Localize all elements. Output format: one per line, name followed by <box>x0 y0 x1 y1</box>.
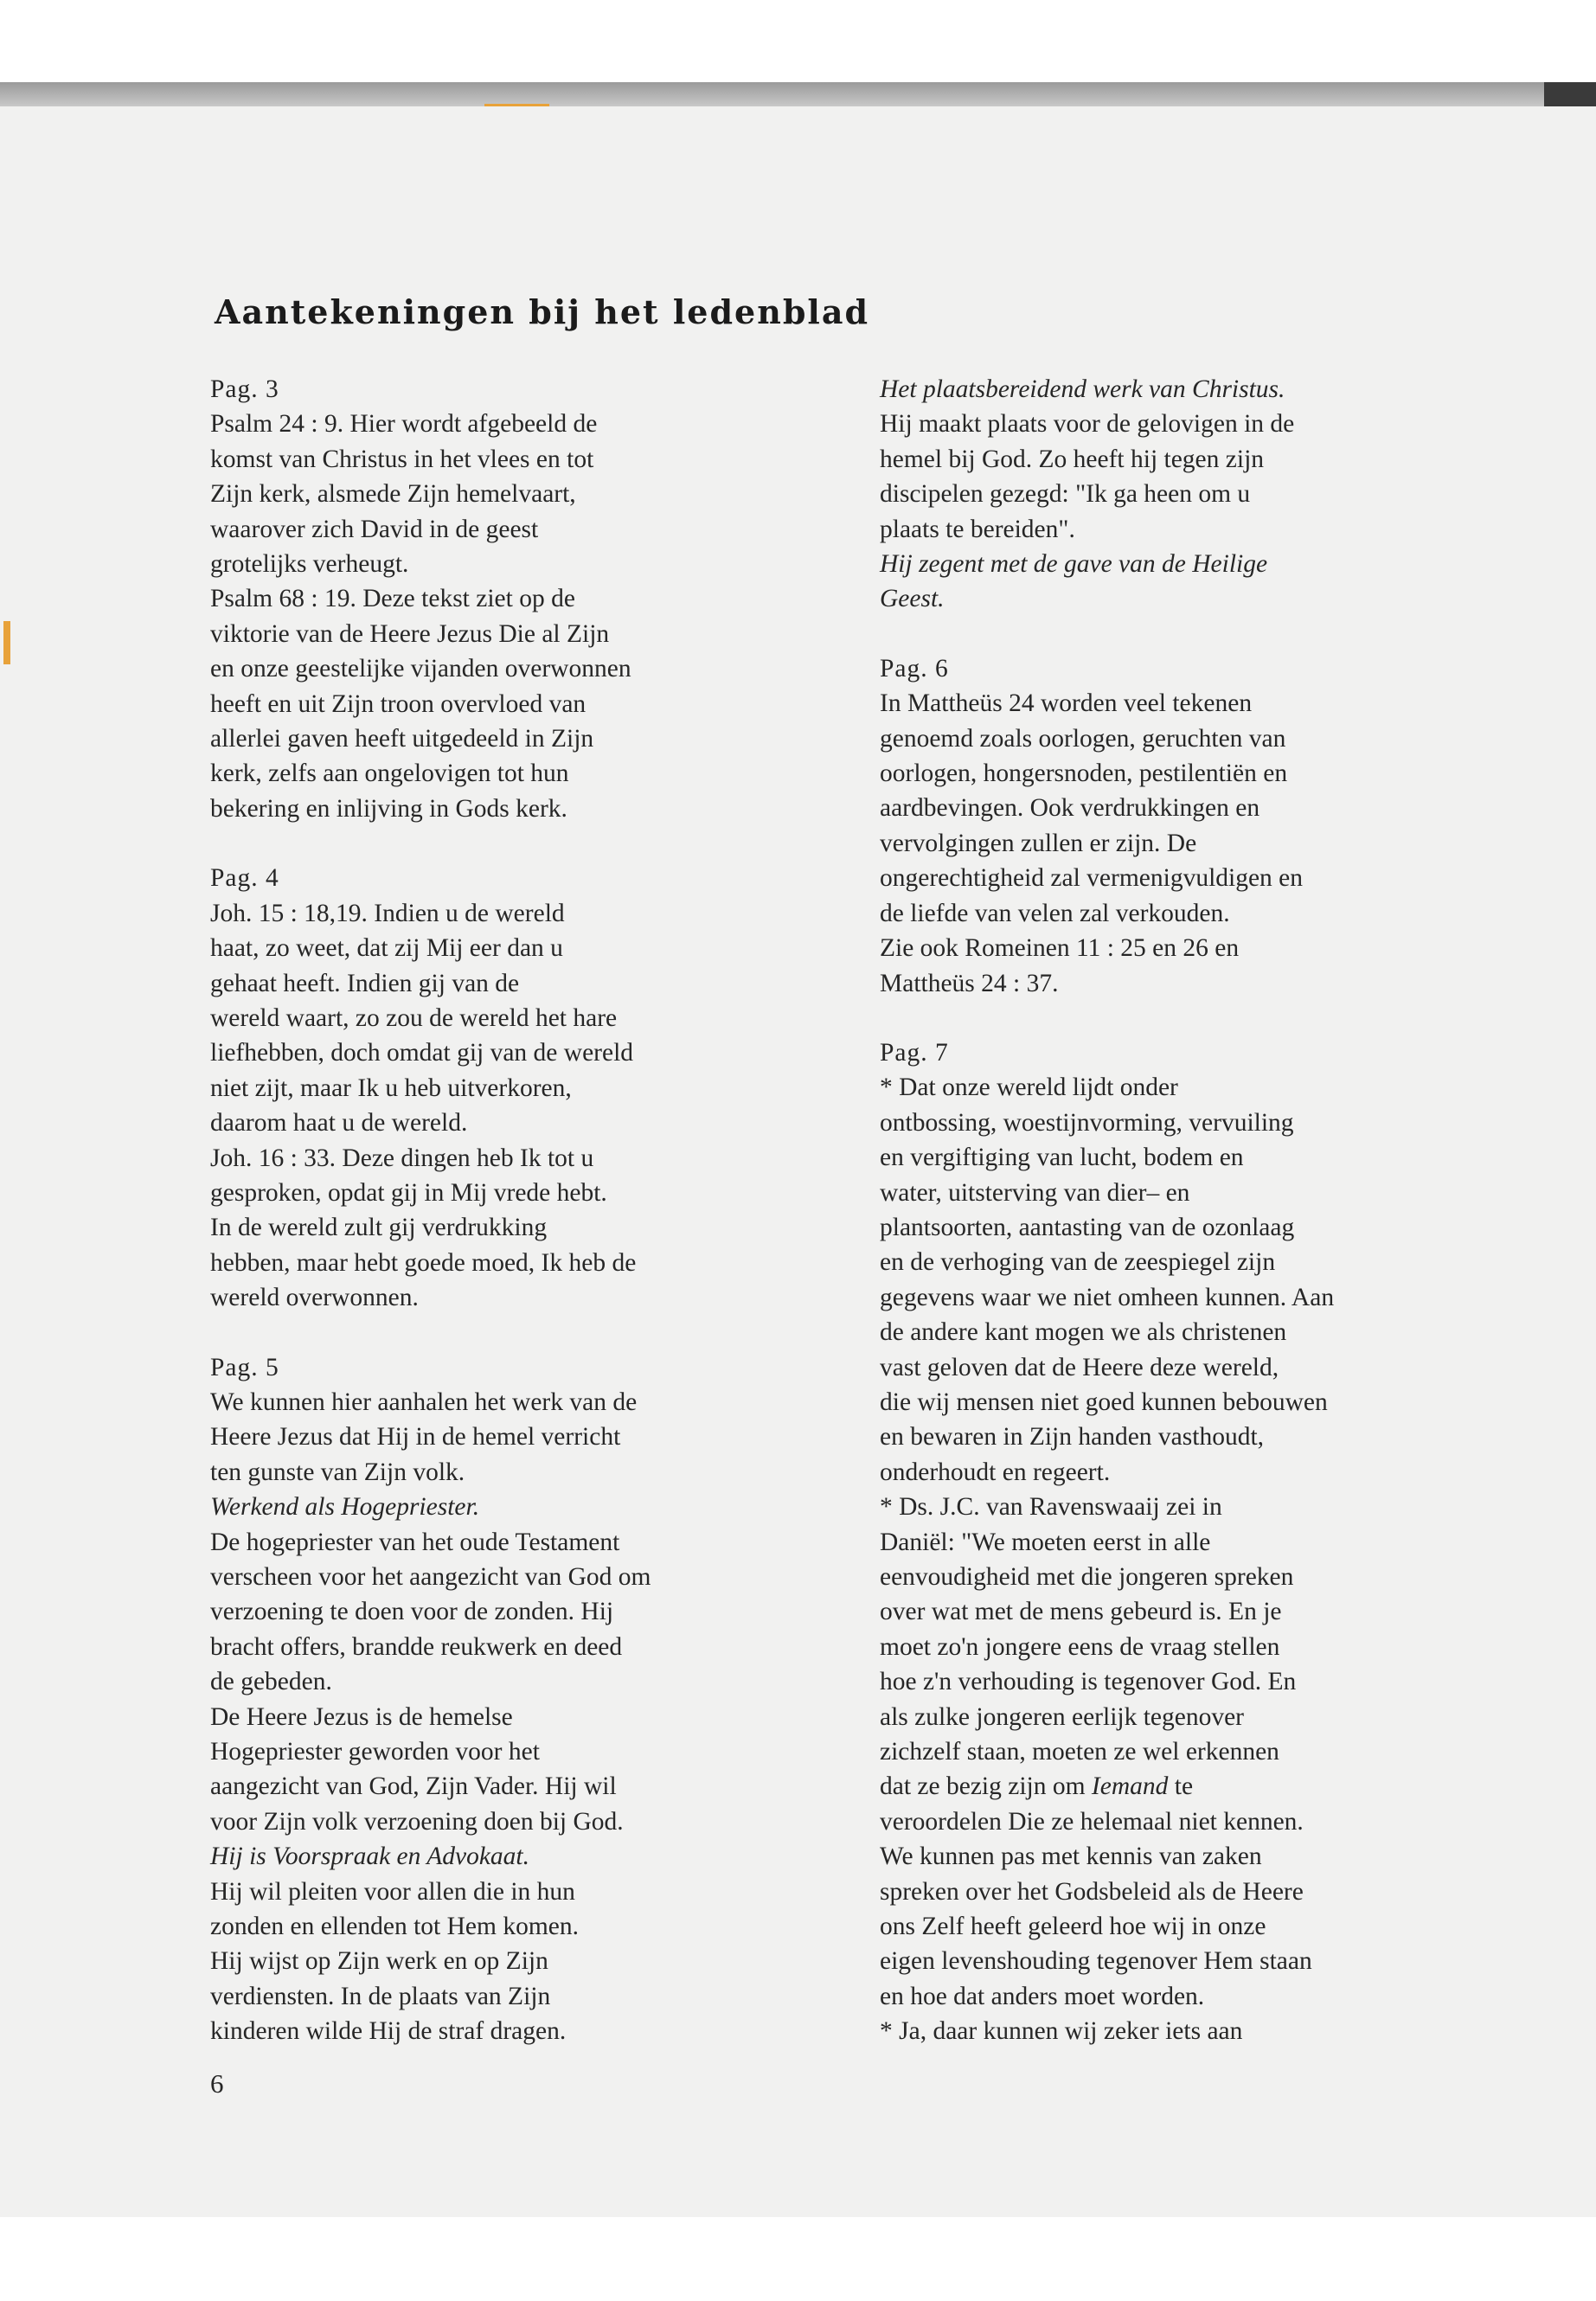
text-line: moet zo'n jongere eens de vraag stellen <box>880 1632 1280 1661</box>
text-line: viktorie van de Heere Jezus Die al Zijn <box>210 619 610 648</box>
text-line: over wat met de mens gebeurd is. En je <box>880 1598 1282 1626</box>
text-line: kinderen wilde Hij de straf dragen. <box>210 2017 567 2046</box>
text-line: * Ja, daar kunnen wij zeker iets aan <box>880 2017 1243 2046</box>
section-heading: Pag. 5 <box>210 1353 279 1381</box>
text-line: Joh. 15 : 18,19. Indien u de wereld <box>210 899 565 927</box>
text-line: komst van Christus in het vlees en tot <box>210 445 594 473</box>
text-line: gesproken, opdat gij in Mij vrede hebt. <box>210 1178 607 1207</box>
text-line: wereld overwonnen. <box>210 1284 419 1312</box>
text-line: Hogepriester geworden voor het <box>210 1738 540 1766</box>
text-line: haat, zo weet, dat zij Mij eer dan u <box>210 934 563 963</box>
text-fragment: te <box>1168 1772 1194 1801</box>
text-line: als zulke jongeren eerlijk tegenover <box>880 1702 1245 1731</box>
text-line: Zie ook Romeinen 11 : 25 en 26 en <box>880 934 1240 963</box>
text-line: eenvoudigheid met die jongeren spreken <box>880 1563 1294 1591</box>
section-heading: Pag. 7 <box>880 1038 949 1067</box>
text-line: In Mattheüs 24 worden veel tekenen <box>880 689 1253 718</box>
text-line: de andere kant mogen we als christenen <box>880 1318 1287 1347</box>
text-line: en de verhoging van de zeespiegel zijn <box>880 1248 1276 1277</box>
scan-top-edge-dark <box>1544 82 1596 106</box>
text-line: Hij maakt plaats voor de gelovigen in de <box>880 410 1295 439</box>
text-line: plaats te bereiden". <box>880 515 1075 543</box>
text-line: zonden en ellenden tot Hem komen. <box>210 1913 579 1941</box>
text-line: oorlogen, hongersnoden, pestilentiën en <box>880 760 1288 788</box>
text-line: de gebeden. <box>210 1668 332 1696</box>
text-line: de liefde van velen zal verkouden. <box>880 899 1230 927</box>
text-line: ten gunste van Zijn volk. <box>210 1458 465 1486</box>
text-line: spreken over het Godsbeleid als de Heere <box>880 1877 1304 1906</box>
text-line: genoemd zoals oorlogen, geruchten van <box>880 724 1286 753</box>
section-intro <box>880 372 1334 617</box>
text-line: plantsoorten, aantasting van de ozonlaag <box>880 1213 1295 1241</box>
text-line: en hoe dat anders moet worden. <box>880 1982 1205 2010</box>
text-line: ons Zelf heeft geleerd hoe wij in onze <box>880 1913 1266 1941</box>
right-column <box>880 372 1334 2084</box>
italic-subheading: Hij zegent met de gave van de Heilige <box>880 550 1268 579</box>
text-line: bracht offers, brandde reukwerk en deed <box>210 1632 623 1661</box>
section-pag-3 <box>210 372 651 826</box>
text-line: In de wereld zult gij verdrukking <box>210 1214 548 1242</box>
text-line: niet zijt, maar Ik u heb uitverkoren, <box>210 1074 572 1102</box>
text-line: waarover zich David in de geest <box>210 515 539 543</box>
text-line: aangezicht van God, Zijn Vader. Hij wil <box>210 1772 617 1801</box>
text-line: heeft en uit Zijn troon overvloed van <box>210 689 586 718</box>
text-line: voor Zijn volk verzoening doen bij God. <box>210 1807 624 1836</box>
text-line: wereld waart, zo zou de wereld het hare <box>210 1003 618 1032</box>
text-line: allerlei gaven heeft uitgedeeld in Zijn <box>210 725 594 753</box>
section-pag-6 <box>880 651 1334 1001</box>
text-line: en vergiftiging van lucht, bodem en <box>880 1144 1244 1172</box>
italic-word: Iemand <box>1091 1772 1169 1801</box>
text-line: daarom haat u de wereld. <box>210 1109 468 1138</box>
section-heading: Pag. 3 <box>210 375 279 403</box>
text-line: De hogepriester van het oude Testament <box>210 1528 620 1556</box>
scan-top-edge <box>0 82 1596 106</box>
page-title: Aantekeningen bij het ledenblad <box>215 292 870 331</box>
text-line: die wij mensen niet goed kunnen bebouwen <box>880 1388 1328 1416</box>
text-line: vervolgingen zullen er zijn. De <box>880 829 1197 857</box>
text-line: Joh. 16 : 33. Deze dingen heb Ik tot u <box>210 1144 594 1172</box>
italic-subheading: Geest. <box>880 585 945 613</box>
text-line: gegevens waar we niet omheen kunnen. Aan <box>880 1283 1335 1311</box>
text-line: ongerechtigheid zal vermenigvuldigen en <box>880 864 1304 893</box>
left-column <box>210 372 651 2084</box>
text-line: discipelen gezegd: "Ik ga heen om u <box>880 480 1251 509</box>
section-heading: Pag. 6 <box>880 654 949 683</box>
text-line: gehaat heeft. Indien gij van de <box>210 969 520 997</box>
text-line: Hij wijst op Zijn werk en op Zijn <box>210 1947 548 1976</box>
text-line: grotelijks verheugt. <box>210 550 409 579</box>
text-line: liefhebben, doch omdat gij van de wereld <box>210 1039 634 1067</box>
text-line: Daniël: "We moeten eerst in alle <box>880 1528 1211 1556</box>
text-line-iemand <box>880 1769 1334 1804</box>
scan-edge-mark <box>3 621 10 664</box>
section-pag-7 <box>880 1035 1334 2049</box>
text-line: hebben, maar hebt goede moed, Ik heb de <box>210 1248 637 1277</box>
text-line: water, uitsterving van dier– en <box>880 1178 1190 1207</box>
text-line: kerk, zelfs aan ongelovigen tot hun <box>210 760 569 788</box>
text-line: hemel bij God. Zo heeft hij tegen zijn <box>880 445 1265 473</box>
text-line: * Dat onze wereld lijdt onder <box>880 1074 1178 1102</box>
text-line: We kunnen hier aanhalen het werk van de <box>210 1388 638 1416</box>
text-line: verscheen voor het aangezicht van God om <box>210 1563 651 1591</box>
text-line: Heere Jezus dat Hij in de hemel verricht <box>210 1423 621 1452</box>
text-line: aardbevingen. Ook verdrukkingen en <box>880 794 1260 823</box>
text-line: vast geloven dat de Heere deze wereld, <box>880 1353 1279 1381</box>
italic-subheading: Hij is Voorspraak en Advokaat. <box>210 1843 529 1871</box>
text-line: Zijn kerk, alsmede Zijn hemelvaart, <box>210 480 576 509</box>
text-line: We kunnen pas met kennis van zaken <box>880 1843 1262 1871</box>
text-line: Mattheüs 24 : 37. <box>880 969 1059 997</box>
section-pag-4 <box>210 861 651 1315</box>
page-number: 6 <box>210 2068 224 2099</box>
italic-subheading: Werkend als Hogepriester. <box>210 1493 480 1522</box>
italic-subheading: Het plaatsbereidend werk van Christus. <box>880 375 1285 403</box>
text-line: veroordelen Die ze helemaal niet kennen. <box>880 1807 1304 1836</box>
text-line: verzoening te doen voor de zonden. Hij <box>210 1598 614 1626</box>
section-heading: Pag. 4 <box>210 864 279 893</box>
text-line: hoe z'n verhouding is tegenover God. En <box>880 1668 1297 1696</box>
text-line: Hij wil pleiten voor allen die in hun <box>210 1877 575 1906</box>
text-line: Psalm 68 : 19. Deze tekst ziet op de <box>210 585 575 613</box>
text-line: De Heere Jezus is de hemelse <box>210 1702 513 1731</box>
text-line: onderhoudt en regeert. <box>880 1458 1111 1486</box>
text-line: eigen levenshouding tegenover Hem staan <box>880 1947 1312 1976</box>
text-line: bekering en inlijving in Gods kerk. <box>210 794 567 823</box>
text-fragment: dat ze bezig zijn om <box>880 1772 1092 1801</box>
text-line: en onze geestelijke vijanden overwonnen <box>210 655 631 683</box>
text-line: * Ds. J.C. van Ravenswaaij zei in <box>880 1493 1222 1522</box>
text-line: verdiensten. In de plaats van Zijn <box>210 1982 551 2010</box>
text-line: ontbossing, woestijnvorming, vervuiling <box>880 1108 1294 1137</box>
section-pag-5 <box>210 1350 651 2049</box>
text-line: en bewaren in Zijn handen vasthoudt, <box>880 1423 1265 1452</box>
text-line: zichzelf staan, moeten ze wel erkennen <box>880 1738 1279 1766</box>
text-line: Psalm 24 : 9. Hier wordt afgebeeld de <box>210 410 598 439</box>
